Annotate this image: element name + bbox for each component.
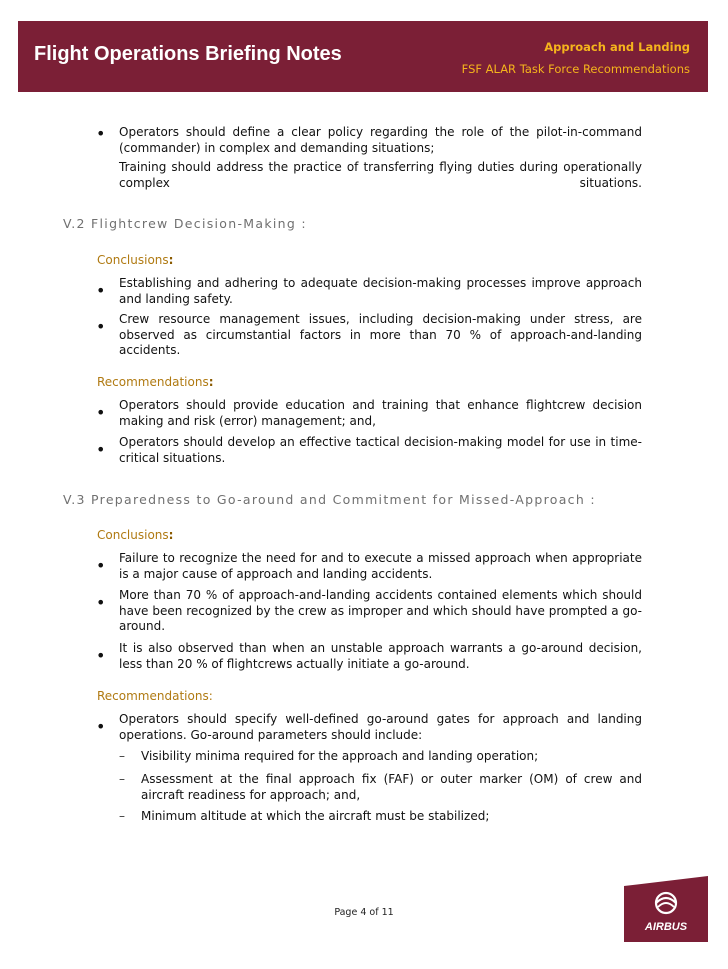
bullet-icon: • xyxy=(96,646,106,665)
intro-bullet: Operators should define a clear policy regarding the role of the pilot-in-command (commander) in complex and demanding situations; xyxy=(119,125,642,155)
list-item: Failure to recognize the need for and to execute a missed approach when appropriate is a major cause of approach and landing accidents. xyxy=(119,551,642,581)
airbus-logo-icon xyxy=(624,876,708,942)
bullet-icon: • xyxy=(96,124,106,143)
bullet-icon: • xyxy=(96,440,106,459)
section-heading-v2: V.2 Flightcrew Decision-Making : xyxy=(63,216,307,231)
intro-paragraph: Training should address the practice of transferring flying duties during operationally complex situations. xyxy=(119,160,642,190)
bullet-icon: • xyxy=(96,556,106,575)
section-heading-v3: V.3 Preparedness to Go-around and Commitment for Missed-Approach : xyxy=(63,492,596,507)
bullet-icon: • xyxy=(96,281,106,300)
dash-icon: – xyxy=(119,772,125,786)
recommendations-label-v3: Recommendations: xyxy=(97,689,213,703)
recommendations-label-v2: Recommendations: xyxy=(97,375,214,389)
dash-icon: – xyxy=(119,749,125,763)
list-item: Crew resource management issues, including decision-making under stress, are observed as circumstantial factors in more than 70 % of approach-and-landing accidents. xyxy=(119,312,642,357)
list-item: Operators should provide education and training that enhance flightcrew decision making and risk (error) management; and, xyxy=(119,398,642,428)
intro-paragraph-line1 xyxy=(119,160,642,190)
header-subtitle-bottom: FSF ALAR Task Force Recommendations xyxy=(461,62,690,76)
dash-icon: – xyxy=(119,809,125,823)
list-item: Operators should specify well-defined go-around gates for approach and landing operations. Go-around parameters should include: xyxy=(119,712,642,742)
list-item: Operators should develop an effective tactical decision-making model for use in time-critical situations. xyxy=(119,435,642,465)
sub-list-item: Minimum altitude at which the aircraft must be stabilized; xyxy=(141,809,490,823)
bullet-icon: • xyxy=(96,403,106,422)
page-number: Page 4 of 11 xyxy=(334,907,394,918)
sub-list-item: Assessment at the final approach fix (FAF) or outer marker (OM) of crew and aircraft readiness for approach; and, xyxy=(141,772,642,802)
document-title: Flight Operations Briefing Notes xyxy=(34,43,342,65)
bullet-icon: • xyxy=(96,317,106,336)
svg-text:AIRBUS: AIRBUS xyxy=(644,921,688,933)
bullet-icon: • xyxy=(96,717,106,736)
list-item: It is also observed than when an unstable approach warrants a go-around decision, less than 20 % of flightcrews actually initiate a go-around. xyxy=(119,641,642,671)
conclusions-label-v3: Conclusions: xyxy=(97,528,174,542)
sub-list-item: Visibility minima required for the approach and landing operation; xyxy=(141,749,539,763)
bullet-icon: • xyxy=(96,593,106,612)
header-banner xyxy=(18,21,708,92)
header-subtitle-top: Approach and Landing xyxy=(544,40,690,54)
list-item: Establishing and adhering to adequate decision-making processes improve approach and landing safety. xyxy=(119,276,642,306)
conclusions-label-v2: Conclusions: xyxy=(97,253,174,267)
list-item: More than 70 % of approach-and-landing accidents contained elements which should have been recognized by the crew as improper and which should have prompted a go-around. xyxy=(119,588,642,633)
